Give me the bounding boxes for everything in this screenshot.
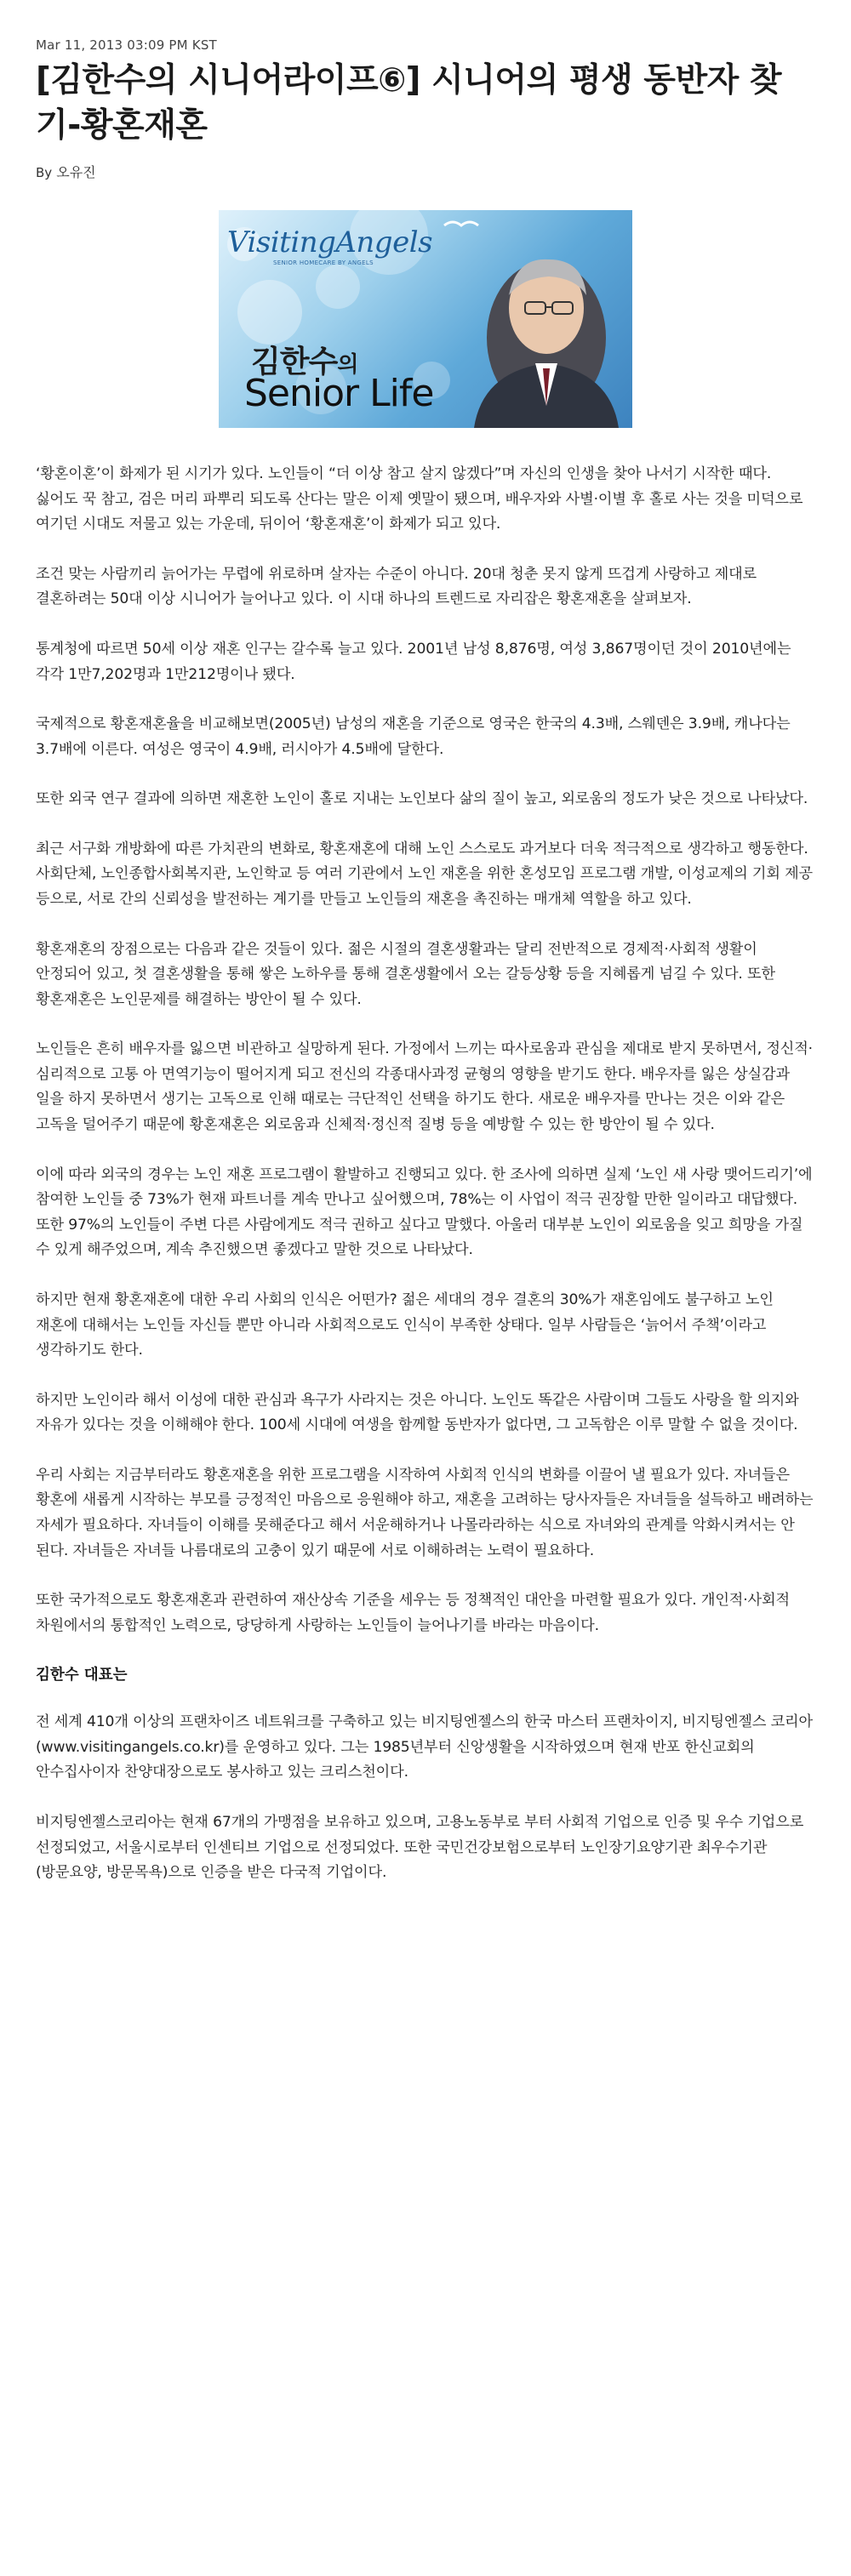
body-paragraph: 이에 따라 외국의 경우는 노인 재혼 프로그램이 활발하고 진행되고 있다. 한 조사에 의하면 실제 ‘노인 새 사랑 맺어드리기’에 참여한 노인들 중 73%가 현재 파트너를 계속 만나고 싶어했으며, 78%는 이 사업이 적극 권장할 만한 일이라고 대답했다. 또한 97%의 노인들이 주변 다른 사람에게도 적극 권하고 싶다고 말했다. 아울러 대부분 노인이 외로움을 잊고 희망을 가질 수 있게 해주었으며, 계속 추진했으면 좋겠다고 말한 것으로 나타났다. xyxy=(36,1165,813,1259)
body-paragraph: 통계청에 따르면 50세 이상 재혼 인구는 갈수록 늘고 있다. 2001년 남성 8,876명, 여성 3,867명이던 것이 2010년에는 각각 1만7,202명과 1만212명이나 됐다. xyxy=(36,640,791,683)
hero-series-text: Senior Life xyxy=(244,372,434,416)
author-paragraph: 전 세계 410개 이상의 프랜차이즈 네트워크를 구축하고 있는 비지팅엔젤스의 한국 마스터 프랜차이지, 비지팅엔젤스 코리아(www.visitingangels.co.kr)를 운영하고 있다. 그는 1985년부터 신앙생활을 시작하였으며 현재 반포 한신교회의 안수집사이자 찬양대장으로도 봉사하고 있는 크리스천이다. xyxy=(36,1713,813,1781)
body-paragraph: 황혼재혼의 장점으로는 다음과 같은 것들이 있다. 젊은 시절의 결혼생활과는 달리 전반적으로 경제적·사회적 생활이 안정되어 있고, 첫 결혼생활을 통해 쌓은 노하우를 통해 결혼생활에서 오는 갈등상황 등을 지혜롭게 넘길 수 있다. 또한 황혼재혼은 노인문제를 해결하는 방안이 될 수 있다. xyxy=(36,940,775,1008)
hero-image xyxy=(219,210,632,428)
hero-name-suffix: 의 xyxy=(337,352,358,379)
article-byline xyxy=(36,162,815,181)
body-paragraph: 하지만 현재 황혼재혼에 대한 우리 사회의 인식은 어떤가? 젊은 세대의 경우 결혼의 30%가 재혼임에도 불구하고 노인 재혼에 대해서는 노인들 자신들 뿐만 아니라 사회적으로도 인식이 부족한 상태다. 일부 사람들은 ‘늙어서 주책’이라고 생각하기도 한다. xyxy=(36,1291,774,1359)
article-body xyxy=(36,462,815,1638)
body-paragraph: 노인들은 흔히 배우자를 잃으면 비관하고 실망하게 된다. 가정에서 느끼는 따사로움과 관심을 제대로 받지 못하면서, 정신적·심리적으로 고통 아 면역기능이 떨어지게 되고 전신의 각종대사과정 균형의 영향을 받기도 한다. 배우자를 잃은 상실감과 일을 하지 못하면서 생기는 고독으로 인해 때로는 극단적인 선택을 하기도 한다. 새로운 배우자를 만나는 것은 이와 같은 고독을 덜어주기 때문에 황혼재혼은 외로움과 신체적·정신적 질병 등을 예방할 수 있는 한 방안이 될 수 있다. xyxy=(36,1040,813,1134)
body-paragraph: ‘황혼이혼’이 화제가 된 시기가 있다. 노인들이 “더 이상 참고 살지 않겠다”며 자신의 인생을 찾아 나서기 시작한 때다. 싫어도 꾹 참고, 검은 머리 파뿌리 되도록 산다는 말은 이제 옛말이 됐으며, 배우자와 사별·이별 후 홀로 사는 것을 미덕으로 여기던 시대도 저물고 있는 가운데, 뒤이어 ‘황혼재혼’이 화제가 되고 있다. xyxy=(36,465,803,533)
body-paragraph: 또한 국가적으로도 황혼재혼과 관련하여 재산상속 기준을 세우는 등 정책적인 대안을 마련할 필요가 있다. 개인적·사회적 차원에서의 통합적인 노력으로, 당당하게 사랑하는 노인들이 늘어나기를 바라는 마음이다. xyxy=(36,1592,790,1634)
author-heading: 김한수 대표는 xyxy=(36,1667,128,1684)
body-paragraph: 조건 맞는 사람끼리 늙어가는 무렵에 위로하며 살자는 수준이 아니다. 20대 청춘 못지 않게 뜨겁게 사랑하고 제대로 결혼하려는 50대 이상 시니어가 늘어나고 있다. 이 시대 하나의 트렌드로 자리잡은 황혼재혼을 살펴보자. xyxy=(36,565,757,608)
hero-logo-text: VisitingAngels xyxy=(227,225,433,260)
body-paragraph: 국제적으로 황혼재혼율을 비교해보면(2005년) 남성의 재혼을 기준으로 영국은 한국의 4.3배, 스웨덴은 3.9배, 캐나다는 3.7배에 이른다. 여성은 영국이 4.9배, 러시아가 4.5배에 달한다. xyxy=(36,715,791,758)
byline-prefix: By xyxy=(36,165,53,181)
article-dateline: Mar 11, 2013 03:09 PM KST xyxy=(36,37,217,53)
hero-name: 김한수 xyxy=(251,345,338,380)
byline-author: 오유진 xyxy=(56,164,96,181)
body-paragraph: 우리 사회는 지금부터라도 황혼재혼을 위한 프로그램을 시작하여 사회적 인식의 변화를 이끌어 낼 필요가 있다. 자녀들은 황혼에 새롭게 시작하는 부모를 긍정적인 마음으로 응원해야 하고, 재혼을 고려하는 당사자들은 자녀들을 설득하고 배려하는 자세가 필요하다. 자녀들이 이해를 못해준다고 해서 서운해하거나 나몰라라하는 식으로 자녀와의 관계를 악화시켜서는 안 된다. 자녀들은 자녀들 나름대로의 고충이 있기 때문에 서로 이해하려는 노력이 필요하다. xyxy=(36,1466,814,1559)
author-paragraph: 비지팅엔젤스코리아는 현재 67개의 가맹점을 보유하고 있으며, 고용노동부로 부터 사회적 기업으로 인증 및 우수 기업으로 선정되었고, 서울시로부터 인센티브 기업으로 선정되었다. 또한 국민건강보험으로부터 노인장기요양기관 최우수기관(방문요양, 방문목욕)으로 인증을 받은 다국적 기업이다. xyxy=(36,1814,804,1882)
body-paragraph: 또한 외국 연구 결과에 의하면 재혼한 노인이 홀로 지내는 노인보다 삶의 질이 높고, 외로움의 정도가 낮은 것으로 나타났다. xyxy=(36,790,808,808)
body-paragraph: 하지만 노인이라 해서 이성에 대한 관심과 욕구가 사라지는 것은 아니다. 노인도 똑같은 사람이며 그들도 사랑을 할 의지와 자유가 있다는 것을 이해해야 한다. 100세 시대에 여생을 함께할 동반자가 없다면, 그 고독함은 이루 말할 수 없을 것이다. xyxy=(36,1391,799,1434)
hero-logo-subtext: SENIOR HOMECARE BY ANGELS xyxy=(273,259,374,267)
article-headline: [김한수의 시니어라이프⑥] 시니어의 평생 동반자 찾기-황혼재혼 xyxy=(36,61,782,145)
author-bio xyxy=(36,1710,815,1885)
body-paragraph: 최근 서구화 개방화에 따른 가치관의 변화로, 황혼재혼에 대해 노인 스스로도 과거보다 더욱 적극적으로 생각하고 행동한다. 사회단체, 노인종합사회복지관, 노인학교 등 여러 기관에서 노인 재혼을 위한 혼성모임 프로그램 개발, 이성교제의 기회 제공 등으로, 서로 간의 신뢰성을 발전하는 계기를 만들고 노인들의 재혼을 촉진하는 매개체 역할을 하고 있다. xyxy=(36,840,813,908)
